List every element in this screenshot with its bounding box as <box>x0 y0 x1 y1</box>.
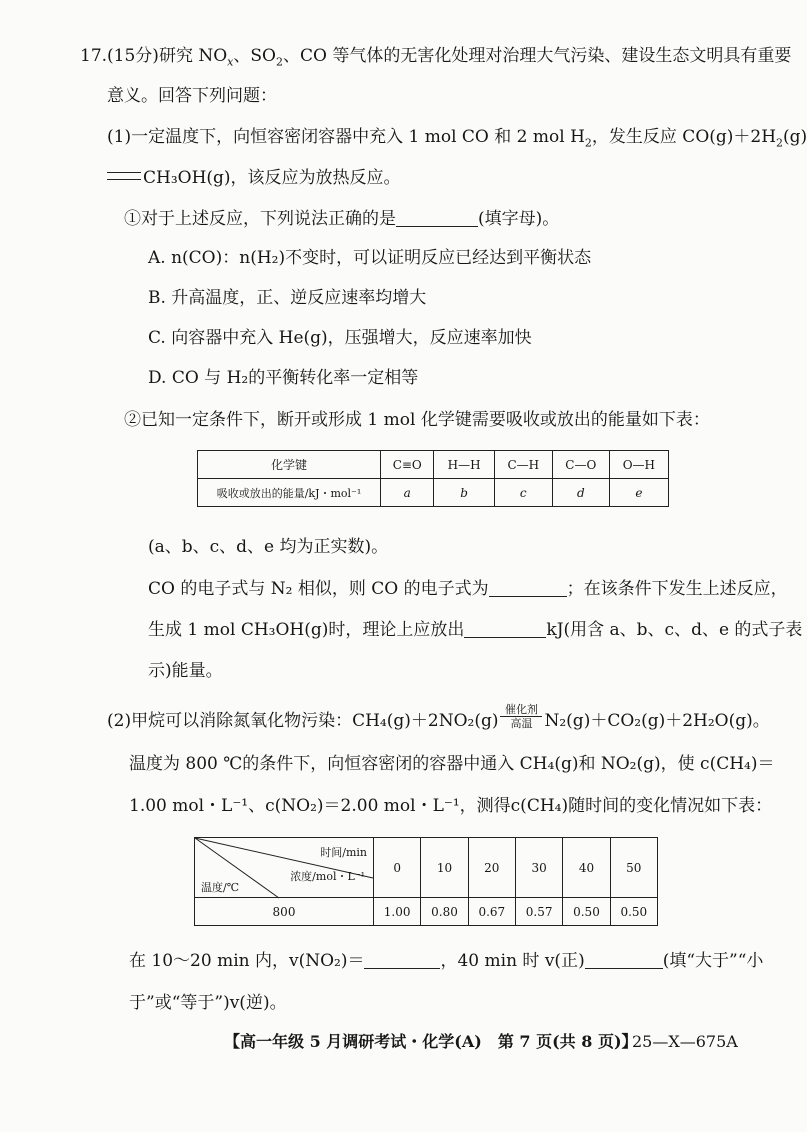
rate-question-end: 于”或“等于”)v(逆)。 <box>129 993 287 1013</box>
concentration-value: 0.50 <box>610 898 657 926</box>
answer-blank-1[interactable] <box>396 208 478 227</box>
concentration-value: 0.80 <box>421 898 468 926</box>
electron-formula-question: CO 的电子式与 N₂ 相似，则 CO 的电子式为 ；在该条件下发生上述反应， <box>148 579 788 599</box>
sub2-prompt: ②已知一定条件下，断开或形成 1 mol 化学键需要吸收或放出的能量如下表： <box>124 410 710 430</box>
bond-name: H—H <box>434 451 494 479</box>
page-footer: 【高一年级 5 月调研考试・化学(A) 第 7 页(共 8 页)】 <box>224 1032 638 1051</box>
question-intro-line1: 17.(15分)研究 $NO_x$、$SO_2$、CO 等气体的无害化处理对治理大气污染、建设生态文明具有重要 <box>80 46 792 69</box>
bond-energy: a <box>381 479 434 507</box>
bond-name: C—O <box>552 451 609 479</box>
question-number: 17. <box>80 46 108 66</box>
time-value: 30 <box>515 838 562 898</box>
concentration-value: 0.57 <box>515 898 562 926</box>
time-value: 20 <box>468 838 515 898</box>
temperature-value: 800 <box>195 898 374 926</box>
sub1-prompt: ①对于上述反应，下列说法正确的是 (填字母)。 <box>124 209 560 229</box>
option-b: B. 升高温度，正、逆反应速率均增大 <box>148 288 427 308</box>
time-value: 0 <box>374 838 421 898</box>
part1-reaction-line2: CH₃OH(g)，该反应为放热反应。 <box>107 166 401 190</box>
option-d: D. CO 与 H₂的平衡转化率一定相等 <box>148 368 419 388</box>
bond-energy: b <box>434 479 494 507</box>
bond-name: C—H <box>494 451 552 479</box>
concentration-value: 0.50 <box>563 898 610 926</box>
rate-question: 在 10～20 min 内，v(NO₂)＝ ，40 min 时 v(正) (填“大于”“小 <box>129 951 764 971</box>
answer-blank-5[interactable] <box>585 950 663 969</box>
energy-row-label: 吸收或放出的能量/kJ・mol⁻¹ <box>198 479 381 507</box>
bond-energy: d <box>552 479 609 507</box>
time-value: 50 <box>610 838 657 898</box>
question-score: (15分) <box>107 46 159 66</box>
time-value: 40 <box>563 838 610 898</box>
answer-blank-4[interactable] <box>364 950 440 969</box>
option-c: C. 向容器中充入 He(g)，压强增大，反应速率加快 <box>148 328 532 348</box>
bond-name: C≡O <box>381 451 434 479</box>
part1-stem: (1)一定温度下，向恒容密闭容器中充入 1 mol CO 和 2 mol $H_2$，发生反应 $CO(g)+2H_2(g)$ <box>107 127 807 150</box>
positive-note: (a、b、c、d、e 均为正实数)。 <box>148 537 389 557</box>
answer-blank-2[interactable] <box>489 578 567 597</box>
part2-stem: (2)甲烷可以消除氮氧化物污染：CH₄(g)＋2NO₂(g) 催化剂 高温 N₂(g)＋CO₂(g)＋2H₂O(g)。 <box>107 703 770 731</box>
concentration-value: 0.67 <box>468 898 515 926</box>
equilibrium-sign-icon <box>107 172 141 180</box>
bond-energy: e <box>609 479 668 507</box>
bond-energy: c <box>494 479 552 507</box>
table-corner-cell <box>195 838 374 898</box>
part2-condition-line: 温度为 800 ℃的条件下，向恒容密闭的容器中通入 CH₄(g)和 NO₂(g)，使 c(CH₄)＝ <box>129 754 775 774</box>
corner-conc-label: 浓度/mol・L⁻¹ <box>290 870 365 883</box>
corner-temp-label: 温度/℃ <box>201 881 240 894</box>
bond-header-label: 化学键 <box>198 451 381 479</box>
option-a: A. n(CO)：n(H₂)不变时，可以证明反应已经达到平衡状态 <box>148 248 592 268</box>
answer-blank-3[interactable] <box>464 619 546 638</box>
bond-energy-table <box>197 450 669 507</box>
question-intro-line2: 意义。回答下列问题： <box>107 86 277 106</box>
reaction-condition-arrow: 催化剂 高温 <box>498 704 544 728</box>
concentration-value: 1.00 <box>374 898 421 926</box>
energy-question: 生成 1 mol CH₃OH(g)时，理论上应放出 kJ(用含 a、b、c、d、e 的式子表 <box>148 620 803 640</box>
methane-concentration-table <box>194 837 658 926</box>
energy-question-end: 示)能量。 <box>148 661 223 681</box>
time-value: 10 <box>421 838 468 898</box>
bond-name: O—H <box>609 451 668 479</box>
part2-concentration-line: 1.00 mol・L⁻¹、c(NO₂)＝2.00 mol・L⁻¹，测得c(CH₄)随时间的变化情况如下表： <box>129 796 773 816</box>
corner-time-label: 时间/min <box>320 846 367 859</box>
exam-code: 25—X—675A <box>632 1032 738 1051</box>
